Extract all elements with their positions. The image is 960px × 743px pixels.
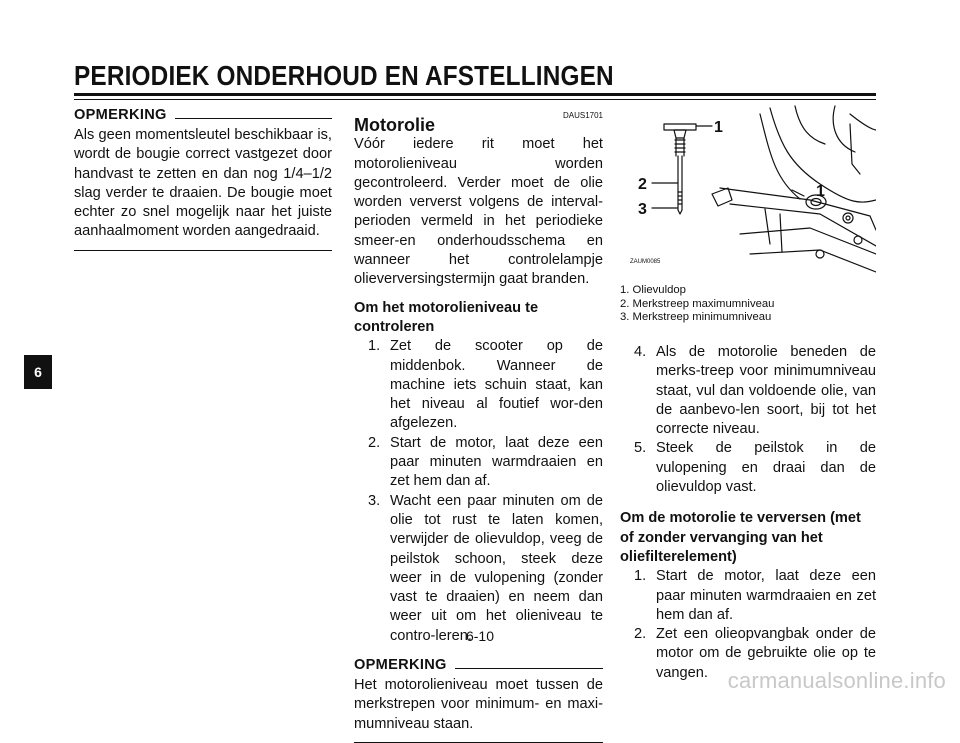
watermark: carmanualsonline.info [727, 668, 946, 693]
step-number: 1. [368, 338, 381, 355]
callout-2: 2 [638, 176, 647, 193]
note-rule [455, 668, 603, 669]
figure-code: ZAUM0085 [630, 259, 661, 265]
check-steps [354, 337, 603, 646]
list-item [354, 492, 603, 646]
change-steps [620, 567, 876, 683]
caption-item: 2. Merkstreep maximumniveau [620, 297, 775, 310]
section-intro: Vóór iedere rit moet het motorolieniveau worden gecontroleerd. Verder moet de olie worden ververst volgens de interval-perioden vermeld in het periodieke smeer-en onderhoudsschema en wanneer het controlelampje olieverversingstermijn gaat branden. [354, 136, 603, 288]
note-heading [354, 656, 603, 676]
step-text: Steek de peilstok in de vulopening en draai dan de olievuldop vast. [656, 440, 876, 496]
fill-steps [620, 343, 876, 497]
oil-dipstick-illustration [620, 104, 876, 276]
callout-3: 3 [638, 201, 647, 218]
step-number: 2. [634, 626, 647, 643]
step-text: Start de motor, laat deze een paar minuten warmdraaien en zet hem dan af. [656, 568, 876, 623]
callout-1b: 1 [816, 183, 825, 200]
step-number: 2. [368, 434, 381, 451]
middle-column [354, 106, 603, 743]
step-text: Als de motorolie beneden de merks-treep voor minimumniveau staat, vul dan voldoende olie, van de aanbevo-len soort, bij tot het correcte niveau. [656, 344, 876, 438]
header-rule-thick [74, 93, 876, 96]
step-text: Zet de scooter op de middenbok. Wanneer de machine iets schuin staat, kan het niveau al foutief wor-den afgelezen. [390, 338, 603, 432]
step-text: Wacht een paar minuten om de olie tot rust te laten komen, verwijder de olievuldop, veeg de peilstok schoon, steek deze weer in de vulopening (zonder vast te draaien) en neem dan weer uit om het olieniveau te contro-leren. [390, 492, 603, 644]
subheading-change: Om de motorolie te verversen (met of zonder vervanging van het oliefilterelement) [620, 510, 861, 565]
step-number: 5. [634, 440, 647, 457]
callout-1: 1 [714, 119, 723, 136]
note-text: Als geen momentsleutel beschikbaar is, wordt de bougie correct vastgezet door handvast te zetten en dan nog 1/4–1/2 slag verder te draaien. De bougie moet echter zo snel mogelijk naar het juiste aanhaalmoment worden aangedraaid. [74, 127, 332, 240]
section-title: Motorolie [354, 115, 435, 135]
page-title: PERIODIEK ONDERHOUD EN AFSTELLINGEN [74, 60, 614, 91]
header-rule-thin [74, 99, 876, 100]
list-item [354, 337, 603, 433]
step-number: 4. [634, 344, 647, 360]
step-text: Start de motor, laat deze een paar minuten warmdraaien en zet hem dan af. [390, 434, 603, 490]
list-item [354, 434, 603, 492]
step-text: Zet een olieopvangbak onder de motor om de gebruikte olie op te vangen. [656, 626, 876, 681]
note-heading [74, 106, 332, 126]
note-end-rule [74, 250, 332, 251]
note-label: OPMERKING [74, 107, 167, 124]
note-rule [175, 118, 332, 119]
chapter-tab: 6 [24, 355, 52, 389]
caption-item: 3. Merkstreep minimumniveau [620, 311, 772, 323]
note-label: OPMERKING [354, 657, 447, 674]
note-text: Het motorolieniveau moet tussen de merkstrepen voor minimum- en maxi-mumniveau staan. [354, 677, 603, 732]
step-number: 1. [634, 568, 647, 585]
list-item [620, 439, 876, 497]
section-code: DAUS1701 [562, 111, 603, 120]
caption-item: 1. Olievuldop [620, 284, 686, 296]
figure-captions [620, 284, 774, 325]
page-number: 6-10 [465, 628, 495, 644]
left-column [74, 106, 332, 251]
list-item [620, 567, 876, 625]
subheading-check: Om het motorolieniveau te controleren [354, 299, 539, 335]
list-item [620, 343, 876, 439]
step-number: 3. [368, 492, 381, 509]
